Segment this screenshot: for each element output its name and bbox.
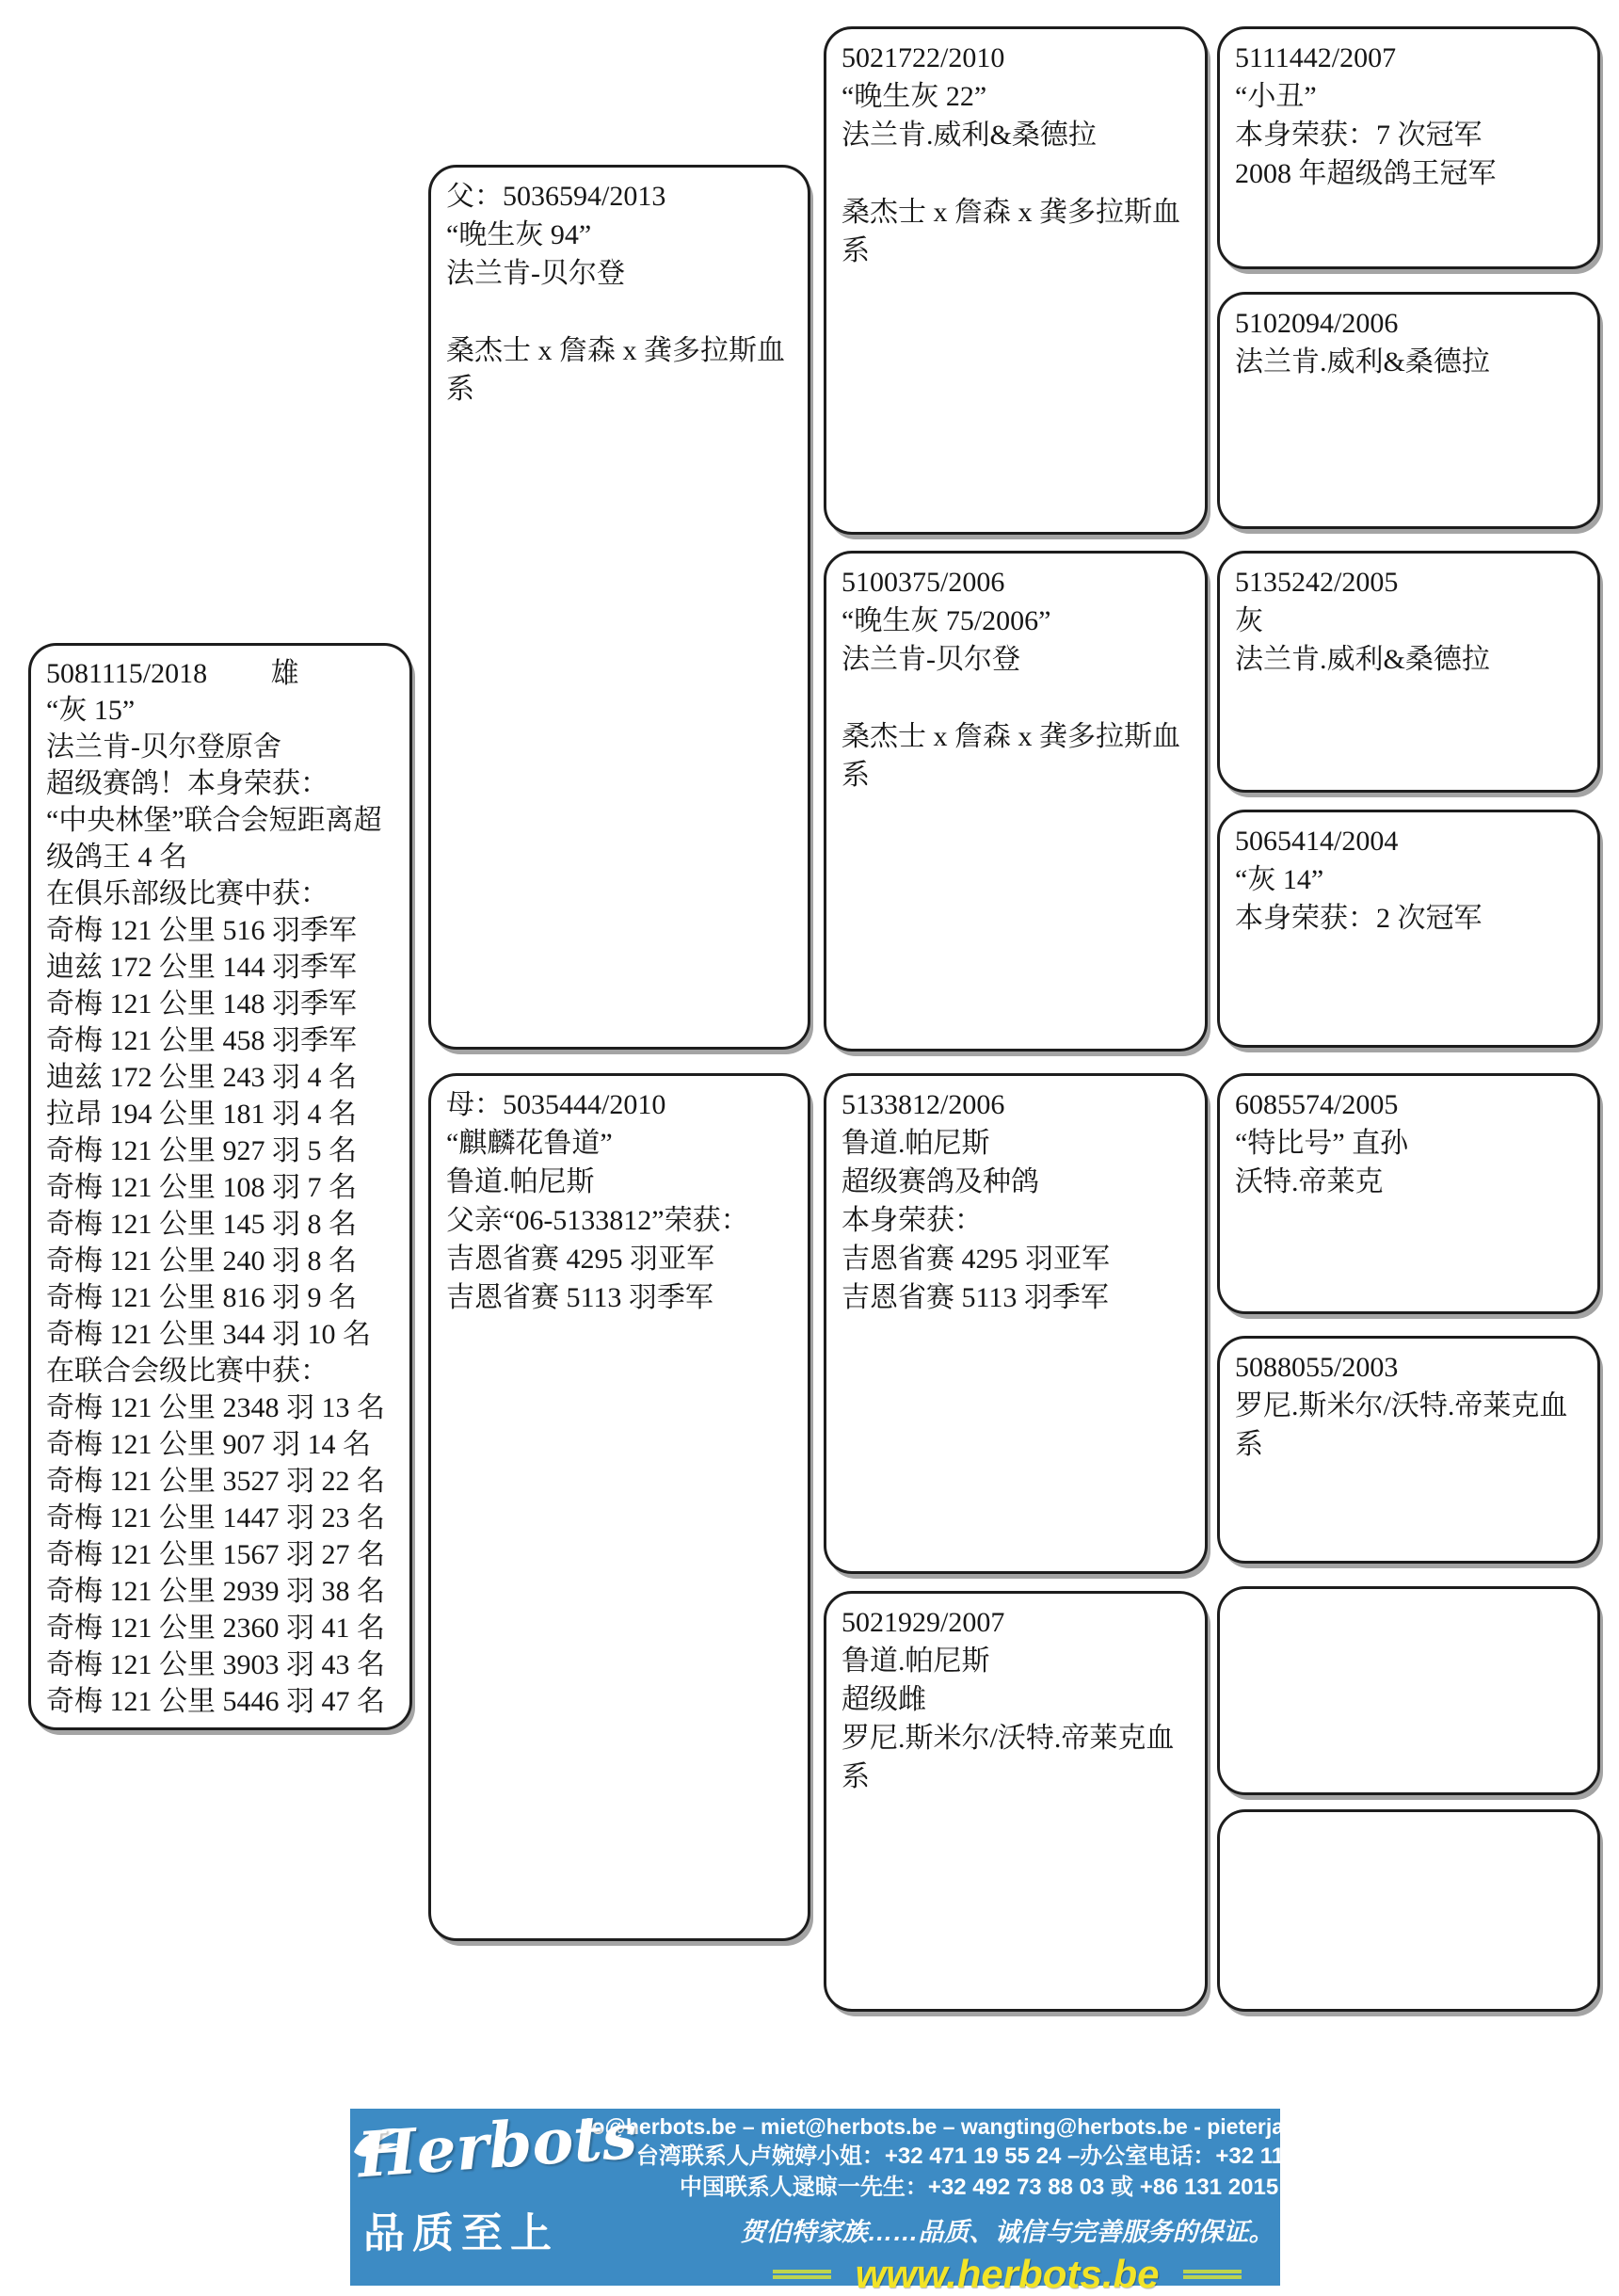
text-line: 5088055/2003 — [1235, 1352, 1399, 1383]
text-line: 法兰肯.威利&桑德拉 — [1235, 346, 1490, 377]
pedigree-box-greatgrandparent-8-empty — [1217, 1809, 1600, 2012]
text-line: 5133812/2006 — [842, 1089, 1005, 1120]
herbots-logo-block — [350, 2098, 640, 2286]
text-line: 法兰肯.威利&桑德拉 — [1235, 644, 1490, 675]
banner-slogan: 贺伯特家族……品质、诚信与完善服务的保证。 — [740, 2218, 1274, 2246]
text-line: 奇梅 121 公里 145 羽 8 名 — [46, 1209, 357, 1240]
text-line: 奇梅 121 公里 816 羽 9 名 — [46, 1282, 357, 1313]
text-line: “灰 14” — [1235, 864, 1324, 895]
text-line: 奇梅 121 公里 2939 羽 38 名 — [46, 1576, 385, 1607]
text-line: 奇梅 121 公里 927 羽 5 名 — [46, 1135, 357, 1166]
pedigree-box-greatgrandparent-2 — [1217, 292, 1600, 529]
pedigree-box-grandsire-maternal — [824, 1073, 1208, 1574]
text-line: 奇梅 121 公里 3903 羽 43 名 — [46, 1649, 385, 1680]
text-line: 鲁道.帕尼斯 — [446, 1166, 595, 1197]
text-line: 奇梅 121 公里 108 羽 7 名 — [46, 1172, 357, 1203]
pedigree-box-grandsire-paternal — [824, 26, 1208, 535]
text-line: 奇梅 121 公里 148 羽季军 — [46, 988, 357, 1020]
text-line: 奇梅 121 公里 5446 羽 47 名 — [46, 1686, 385, 1717]
text-line: 6085574/2005 — [1235, 1089, 1399, 1120]
contact-emails: jo@herbots.be – miet@herbots.be – wangting@herbots.be - pieterjan@herbots.be — [585, 2114, 1430, 2139]
text-line: 吉恩省赛 5113 羽季军 — [446, 1282, 713, 1313]
text-line: “灰 15” — [46, 695, 136, 726]
text-line: 5065414/2004 — [1235, 826, 1399, 857]
text-line: “小丑” — [1235, 81, 1317, 112]
text-line: 奇梅 121 公里 2360 羽 41 名 — [46, 1613, 385, 1644]
text-line: 5081115/2018 雄 — [46, 658, 299, 689]
contact-china: 中国联系人逯晾一先生：+32 492 73 88 03 或 +86 131 2015 0755 — [679, 2175, 1336, 2200]
text-line: 母：5035444/2010 — [446, 1089, 666, 1120]
pedigree-box-greatgrandparent-5 — [1217, 1073, 1600, 1314]
text-line: “晚生灰 94” — [446, 219, 592, 250]
text-line: 5135242/2005 — [1235, 567, 1399, 598]
pedigree-box-mother — [428, 1073, 810, 1941]
text-line: “麒麟花鲁道” — [446, 1128, 613, 1159]
text-line — [842, 154, 1190, 193]
pedigree-box-greatgrandparent-6 — [1217, 1336, 1600, 1564]
text-line: 父：5036594/2013 — [446, 181, 666, 212]
text-line: 奇梅 121 公里 3527 羽 22 名 — [46, 1466, 385, 1497]
text-line: 本身荣获： — [842, 1205, 983, 1236]
text-line: 5111442/2007 — [1235, 42, 1397, 73]
text-line: 父亲“06-5133812”荣获： — [446, 1205, 749, 1236]
herbots-logo-subtitle: 品质至上 — [363, 2210, 559, 2256]
text-line: “晚生灰 75/2006” — [842, 605, 1051, 636]
website-row — [773, 2254, 1242, 2295]
text-line: 迪兹 172 公里 243 羽 4 名 — [46, 1062, 357, 1093]
text-line: 在俱乐部级比赛中获： — [46, 878, 329, 909]
text-line: 法兰肯-贝尔登原舍 — [46, 731, 281, 763]
text-line: 超级赛鸽及种鸽 — [842, 1166, 1039, 1197]
text-line: 本身荣获：2 次冠军 — [1235, 903, 1483, 934]
pedigree-box-granddam-paternal — [824, 551, 1208, 1052]
website-url: www.herbots.be — [855, 2252, 1160, 2296]
text-line: 5021722/2010 — [842, 42, 1005, 73]
text-line: “特比号” 直孙 — [1235, 1128, 1409, 1159]
text-line: 5102094/2006 — [1235, 308, 1399, 339]
double-rule-left — [773, 2270, 831, 2279]
herbots-logo-text: Herbots — [355, 2098, 640, 2192]
text-line: 桑杰士 x 詹森 x 龚多拉斯血系 — [842, 721, 1180, 791]
text-line: 法兰肯.威利&桑德拉 — [842, 120, 1097, 151]
text-line: 拉昂 194 公里 181 羽 4 名 — [46, 1099, 357, 1130]
pedigree-box-greatgrandparent-3 — [1217, 551, 1600, 793]
text-line: 奇梅 121 公里 344 羽 10 名 — [46, 1319, 371, 1350]
text-line: 超级雌 — [842, 1684, 926, 1715]
text-line: 奇梅 121 公里 516 羽季军 — [46, 915, 357, 946]
text-line: 超级赛鸽！本身荣获： — [46, 768, 329, 799]
text-line: 5021929/2007 — [842, 1607, 1005, 1638]
pedigree-box-father — [428, 165, 810, 1050]
pedigree-box-greatgrandparent-7-empty — [1217, 1586, 1600, 1795]
text-line: 奇梅 121 公里 458 羽季军 — [46, 1025, 357, 1056]
text-line: 吉恩省赛 4295 羽亚军 — [842, 1244, 1110, 1275]
text-line: “中央林堡”联合会短距离超 — [46, 805, 382, 836]
double-rule-right — [1183, 2270, 1242, 2279]
text-line: 奇梅 121 公里 907 羽 14 名 — [46, 1429, 371, 1460]
text-line: 本身荣获：7 次冠军 — [1235, 120, 1483, 151]
text-line: 灰 — [1235, 605, 1263, 636]
text-line: 迪兹 172 公里 144 羽季军 — [46, 952, 357, 983]
text-line: 在联合会级比赛中获： — [46, 1356, 329, 1387]
text-line: 吉恩省赛 4295 羽亚军 — [446, 1244, 714, 1275]
text-line: “晚生灰 22” — [842, 81, 987, 112]
text-line: 2008 年超级鸽王冠军 — [1235, 158, 1497, 189]
text-line: 法兰肯-贝尔登 — [446, 258, 625, 289]
text-line — [446, 293, 793, 331]
herbots-contact-block — [585, 2109, 1430, 2296]
text-line — [842, 679, 1190, 717]
text-line: 奇梅 121 公里 2348 羽 13 名 — [46, 1392, 385, 1423]
pedigree-box-main-pigeon — [28, 643, 412, 1730]
pedigree-box-granddam-maternal — [824, 1591, 1208, 2012]
herbots-footer-banner — [350, 2098, 1430, 2296]
pedigree-box-greatgrandparent-1 — [1217, 26, 1600, 269]
contact-taiwan: 台湾联系人卢婉婷小姐：+32 471 19 55 24 –办公室电话：+32 11 78 91 90 — [635, 2143, 1379, 2169]
text-line: 奇梅 121 公里 1567 羽 27 名 — [46, 1539, 385, 1570]
text-line: 法兰肯-贝尔登 — [842, 644, 1020, 675]
text-line: 鲁道.帕尼斯 — [842, 1128, 990, 1159]
text-line: 罗尼.斯米尔/沃特.帝莱克血系 — [1235, 1390, 1568, 1460]
text-line: 奇梅 121 公里 1447 羽 23 名 — [46, 1502, 385, 1533]
text-line: 桑杰士 x 詹森 x 龚多拉斯血系 — [842, 197, 1180, 266]
text-line: 罗尼.斯米尔/沃特.帝莱克血系 — [842, 1723, 1175, 1792]
pedigree-box-greatgrandparent-4 — [1217, 810, 1600, 1048]
text-line: 桑杰士 x 詹森 x 龚多拉斯血系 — [446, 335, 785, 405]
text-line: 奇梅 121 公里 240 羽 8 名 — [46, 1245, 357, 1276]
text-line: 鲁道.帕尼斯 — [842, 1646, 990, 1677]
text-line: 吉恩省赛 5113 羽季军 — [842, 1282, 1109, 1313]
text-line: 沃特.帝莱克 — [1235, 1166, 1384, 1197]
text-line: 级鸽王 4 名 — [46, 842, 187, 873]
text-line: 5100375/2006 — [842, 567, 1005, 598]
